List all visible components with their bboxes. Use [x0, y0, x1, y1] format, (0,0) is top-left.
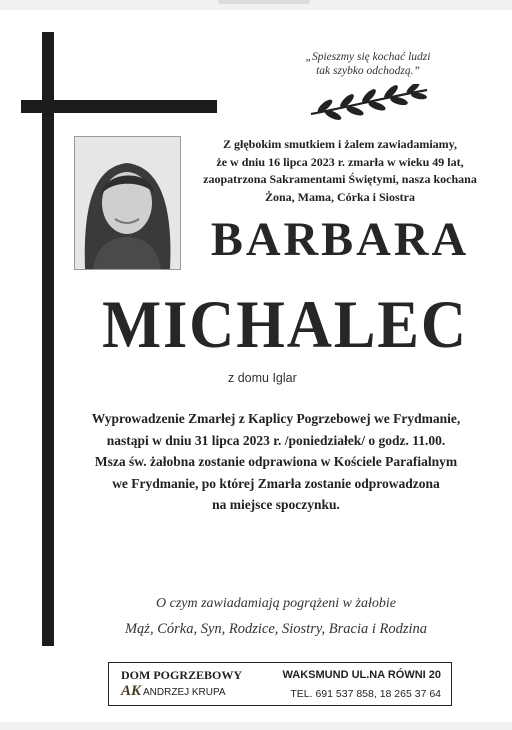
- funeral-home-name: DOM POGRZEBOWY: [121, 668, 243, 682]
- funeral-line: nastąpi w dniu 31 lipca 2023 r. /poniedziałek/ o godz. 11.00.: [106, 432, 446, 448]
- announcement-line: że w dniu 16 lipca 2023 r. zmarła w wieku 49 lat,: [216, 154, 464, 169]
- obituary-page: [8, 10, 504, 722]
- funeral-home-owner: ANDRZEJ KRUPA: [143, 687, 226, 698]
- funeral-line: na miejsce spoczynku.: [212, 497, 340, 512]
- funeral-line: Msza św. żałobna zostanie odprawiona w Kościele Parafialnym: [94, 454, 458, 469]
- funeral-home-logo: AK: [121, 683, 142, 699]
- announcement-line: Żona, Mama, Córka i Siostra: [265, 189, 415, 204]
- funeral-home-box: [108, 662, 452, 706]
- announcement-text: [194, 136, 486, 206]
- deceased-last-name: MICHALEC: [102, 286, 468, 362]
- olive-branch-icon: [303, 84, 433, 120]
- browser-top-strip: [0, 0, 512, 10]
- funeral-line: Wyprowadzenie Zmarłej z Kaplicy Pogrzebowej we Frydmanie,: [91, 411, 461, 426]
- maiden-name: z domu Iglar: [228, 371, 297, 385]
- deceased-first-name: BARBARA: [210, 213, 470, 266]
- announcement-line: zaopatrzona Sakramentami Świętymi, nasza kochana: [203, 172, 477, 186]
- mourners-intro: O czym zawiadamiają pogrążeni w żałobie: [156, 596, 396, 611]
- funeral-details: [56, 408, 496, 516]
- cross-horizontal-bar: [21, 100, 217, 113]
- memorial-quote: [268, 50, 468, 78]
- announcement-line: Z głębokim smutkiem i żalem zawiadamiamy,: [223, 137, 457, 151]
- mourners-list: Mąż, Córka, Syn, Rodzice, Siostry, Bracia i Rodzina: [124, 621, 428, 637]
- funeral-line: we Frydmanie, po której Zmarła zostanie odprowadzona: [112, 475, 440, 491]
- top-tab-marker: [218, 0, 310, 4]
- browser-bottom-strip: [0, 722, 512, 730]
- funeral-home-phone: TEL. 691 537 858, 18 265 37 64: [290, 688, 441, 700]
- quote-line-1: „Spieszmy się kochać ludzi: [305, 51, 431, 63]
- portrait-photo: [74, 136, 181, 270]
- cross-vertical-bar: [42, 32, 54, 646]
- quote-line-2: tak szybko odchodzą.”: [316, 65, 420, 77]
- funeral-home-address: WAKSMUND UL.NA RÓWNI 20: [282, 669, 441, 681]
